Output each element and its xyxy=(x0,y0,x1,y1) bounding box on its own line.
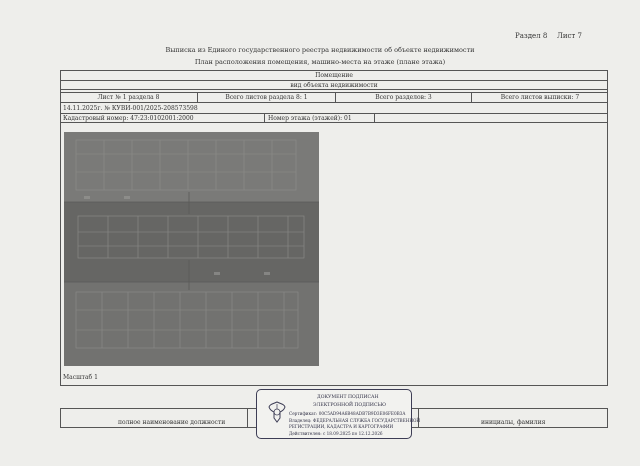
cadastral-row xyxy=(60,113,608,123)
stamp-line-6: Действителен: с 18.09.2025 по 12.12.2026 xyxy=(289,431,383,436)
document-subtitle: План расположения помещения, машино-места на этаже (плане этажа) xyxy=(194,58,446,66)
object-type-label: вид объекта недвижимости xyxy=(290,81,378,89)
signature-row-left-border xyxy=(60,408,61,427)
total-sections: Всего разделов: 3 xyxy=(336,93,472,102)
section-number: Раздел 8 xyxy=(515,32,548,40)
sheet-number: Лист 7 xyxy=(557,32,582,40)
object-name: Помещение xyxy=(315,72,353,79)
signature-row-right-border xyxy=(607,408,608,427)
name-label: инициалы, фамилия xyxy=(481,419,546,426)
floor-plan-image xyxy=(64,132,319,366)
sheet-of-section: Лист № 1 раздела 8 xyxy=(60,93,198,102)
stamp-line-3: Сертификат: 00C5AD94A6B48ADB7B9D3E06FE0B3A xyxy=(289,411,406,416)
cadastral-number: Кадастровый номер: 47:23:0102001:2000 xyxy=(60,114,265,122)
floor-number: Номер этажа (этажей): 01 xyxy=(265,114,375,122)
scale-label: Масштаб 1 xyxy=(63,374,98,381)
object-type-row xyxy=(60,81,608,90)
coat-of-arms-icon xyxy=(266,400,288,428)
extract-number-row xyxy=(60,103,608,113)
position-label: полное наименование должности xyxy=(118,419,226,426)
sheet-info-row xyxy=(60,92,608,103)
extract-number: 14.11.2025г. № КУВИ-001/2025-208573598 xyxy=(63,104,198,112)
stamp-line-4: Владелец: ФЕДЕРАЛЬНАЯ СЛУЖБА ГОСУДАРСТВЕННОЙ xyxy=(289,418,421,423)
object-name-row xyxy=(60,71,608,81)
document-title: Выписка из Единого государственного реестра недвижимости об объекте недвижимости xyxy=(165,46,475,54)
stamp-line-5: РЕГИСТРАЦИИ, КАДАСТРА И КАРТОГРАФИИ xyxy=(289,424,394,429)
stamp-line-1: ДОКУМЕНТ ПОДПИСАН xyxy=(317,395,379,400)
signature-row-divider-1 xyxy=(247,408,248,427)
total-sheets-section: Всего листов раздела 8: 1 xyxy=(198,93,336,102)
total-sheets-extract: Всего листов выписки: 7 xyxy=(500,94,580,101)
electronic-signature-stamp xyxy=(256,389,421,439)
stamp-line-2: ЭЛЕКТРОННОЙ ПОДПИСЬЮ xyxy=(313,403,387,408)
